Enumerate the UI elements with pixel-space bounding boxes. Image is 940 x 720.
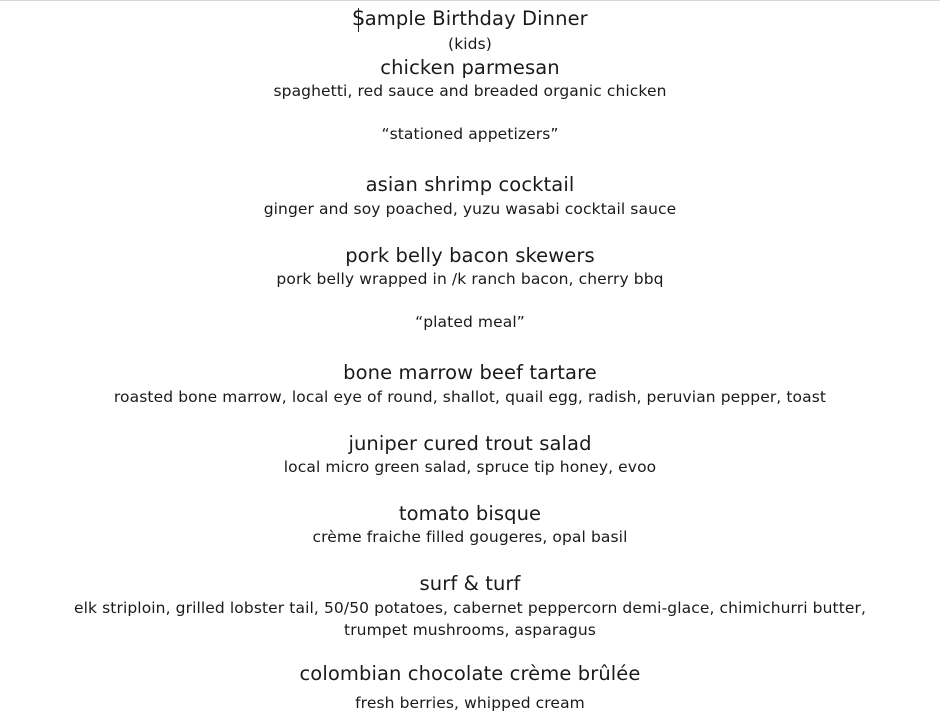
dish-description-colombian-chocolate-creme-brulee: fresh berries, whipped cream — [355, 694, 585, 712]
top-border — [0, 0, 940, 1]
dish-name-bone-marrow-beef-tartare: bone marrow beef tartare — [343, 361, 597, 384]
dish-name-pork-belly-bacon-skewers: pork belly bacon skewers — [345, 244, 595, 267]
dish-name-chicken-parmesan: chicken parmesan — [380, 56, 560, 79]
dish-name-tomato-bisque: tomato bisque — [398, 502, 542, 525]
dish-name-asian-shrimp-cocktail: asian shrimp cocktail — [365, 173, 575, 196]
dish-description-juniper-cured-trout-salad: local micro green salad, spruce tip honey, evoo — [283, 458, 657, 476]
section-label-stationed-appetizers: “stationed appetizers” — [381, 125, 559, 143]
menu-title: Sample Birthday Dinner — [352, 7, 588, 30]
section-label-plated-meal: “plated meal” — [415, 313, 525, 331]
kids-label: (kids) — [448, 35, 492, 53]
dish-description-pork-belly-bacon-skewers: pork belly wrapped in /k ranch bacon, cherry bbq — [276, 270, 664, 288]
dish-description-asian-shrimp-cocktail: ginger and soy poached, yuzu wasabi cocktail sauce — [263, 200, 677, 218]
dish-description-bone-marrow-beef-tartare: roasted bone marrow, local eye of round, shallot, quail egg, radish, peruvian pepper, toast — [113, 388, 827, 406]
dish-description-tomato-bisque: crème fraiche filled gougeres, opal basil — [312, 528, 628, 546]
dish-description-chicken-parmesan: spaghetti, red sauce and breaded organic chicken — [273, 82, 667, 100]
dish-description-surf-and-turf: elk striploin, grilled lobster tail, 50/50 potatoes, cabernet peppercorn demi-glace, chimichurri butter, trumpet mushrooms, asparagus — [73, 599, 867, 639]
dish-name-colombian-chocolate-creme-brulee: colombian chocolate crème brûlée — [299, 662, 641, 685]
dish-name-juniper-cured-trout-salad: juniper cured trout salad — [348, 432, 592, 455]
dish-name-surf-and-turf: surf & turf — [419, 572, 521, 595]
